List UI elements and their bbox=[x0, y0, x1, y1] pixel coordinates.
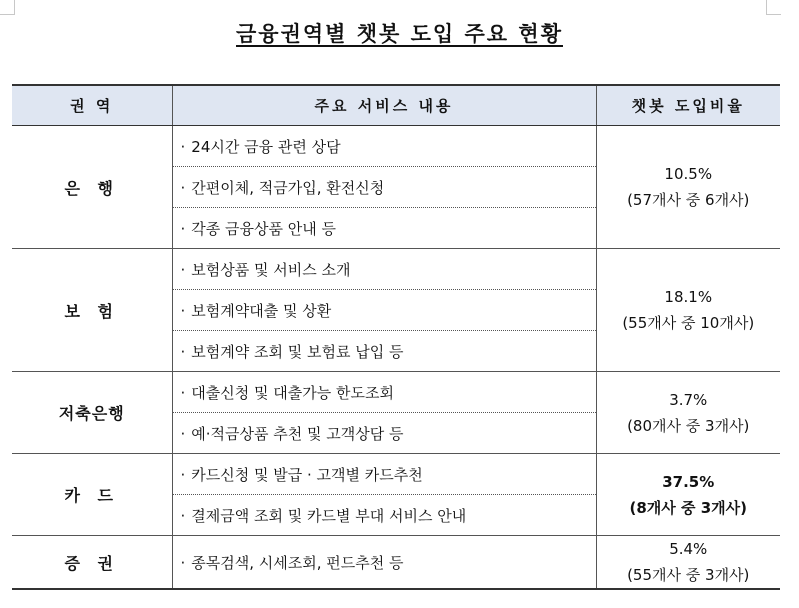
rate-percent: 5.4% bbox=[669, 540, 708, 558]
service-item bbox=[172, 536, 596, 590]
crop-mark-top-left bbox=[0, 0, 15, 15]
rate-detail: (80개사 중 3개사) bbox=[627, 416, 750, 435]
document-title bbox=[0, 18, 799, 48]
table-row-savings-bank bbox=[12, 372, 780, 413]
service-text: 예·적금상품 추천 및 고객상담 등 bbox=[191, 424, 404, 443]
rate-percent: 18.1% bbox=[664, 288, 713, 306]
crop-mark-top-right bbox=[766, 0, 781, 15]
rate-percent: 3.7% bbox=[669, 390, 708, 409]
bullet: · bbox=[180, 424, 186, 443]
document-title-text: 금융권역별 챗봇 도입 주요 현황 bbox=[236, 22, 563, 46]
header-region: 권 역 bbox=[12, 85, 172, 126]
service-item bbox=[172, 331, 596, 372]
rate-detail: (8개사 중 3개사) bbox=[629, 498, 747, 517]
service-text: 카드신청 및 발급 · 고객별 카드추천 bbox=[191, 465, 423, 484]
rate-percent: 37.5% bbox=[662, 472, 715, 491]
table-row-insurance bbox=[12, 249, 780, 290]
region-cell-insurance: 보 험 bbox=[12, 249, 172, 372]
region-cell-savings-bank: 저축은행 bbox=[12, 372, 172, 454]
bullet: · bbox=[180, 342, 186, 361]
service-text: 간편이체, 적금가입, 환전신청 bbox=[191, 178, 385, 197]
region-cell-card: 카 드 bbox=[12, 454, 172, 536]
table-row-card bbox=[12, 454, 780, 495]
bullet: · bbox=[180, 260, 186, 279]
header-rate: 챗봇 도입비율 bbox=[596, 85, 780, 126]
service-item bbox=[172, 413, 596, 454]
bullet: · bbox=[180, 553, 186, 572]
service-item bbox=[172, 290, 596, 331]
service-text: 24시간 금융 관련 상담 bbox=[191, 137, 341, 156]
service-text: 대출신청 및 대출가능 한도조회 bbox=[191, 383, 394, 402]
bullet: · bbox=[180, 137, 186, 156]
service-text: 보험계약대출 및 상환 bbox=[191, 301, 332, 320]
service-text: 결제금액 조회 및 카드별 부대 서비스 안내 bbox=[191, 506, 467, 525]
rate-cell-bank bbox=[596, 126, 780, 249]
service-text: 종목검색, 시세조회, 펀드추천 등 bbox=[191, 553, 404, 572]
service-item bbox=[172, 249, 596, 290]
bullet: · bbox=[180, 383, 186, 402]
bullet: · bbox=[180, 465, 186, 484]
bullet: · bbox=[180, 178, 186, 197]
rate-cell-savings-bank bbox=[596, 372, 780, 454]
header-services: 주요 서비스 내용 bbox=[172, 85, 596, 126]
region-cell-bank: 은 행 bbox=[12, 126, 172, 249]
service-text: 보험계약 조회 및 보험료 납입 등 bbox=[191, 342, 404, 361]
service-item bbox=[172, 208, 596, 249]
bullet: · bbox=[180, 506, 186, 525]
table-row-securities bbox=[12, 536, 780, 590]
region-cell-securities: 증 권 bbox=[12, 536, 172, 590]
rate-detail: (55개사 중 10개사) bbox=[622, 314, 755, 332]
service-item bbox=[172, 126, 596, 167]
service-item bbox=[172, 372, 596, 413]
table-header-row bbox=[12, 85, 780, 126]
service-text: 보험상품 및 서비스 소개 bbox=[191, 260, 351, 279]
service-item bbox=[172, 454, 596, 495]
rate-cell-insurance bbox=[596, 249, 780, 372]
bullet: · bbox=[180, 301, 186, 320]
service-text: 각종 금융상품 안내 등 bbox=[191, 219, 336, 238]
rate-detail: (57개사 중 6개사) bbox=[627, 191, 750, 209]
rate-detail: (55개사 중 3개사) bbox=[627, 566, 750, 584]
rate-percent: 10.5% bbox=[664, 165, 713, 183]
service-item bbox=[172, 495, 596, 536]
service-item bbox=[172, 167, 596, 208]
chatbot-status-table bbox=[12, 84, 780, 590]
bullet: · bbox=[180, 219, 186, 238]
table-row-bank bbox=[12, 126, 780, 167]
rate-cell-securities bbox=[596, 536, 780, 590]
rate-cell-card bbox=[596, 454, 780, 536]
